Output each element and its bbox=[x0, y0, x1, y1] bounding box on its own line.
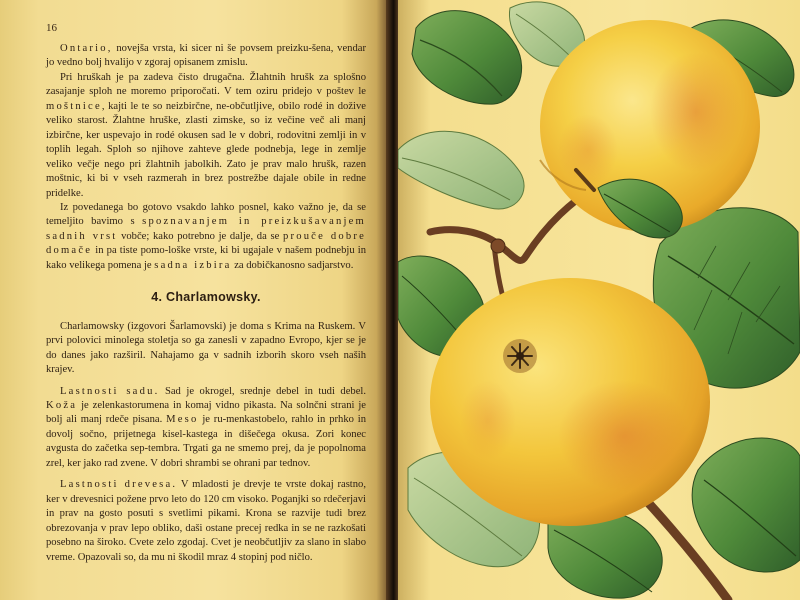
leaf-top-left bbox=[412, 11, 522, 104]
emphasis-koza: Koža bbox=[46, 399, 78, 411]
emphasis-meso: Meso bbox=[166, 414, 199, 426]
leaf-left-middle bbox=[398, 131, 524, 209]
text-page bbox=[0, 0, 388, 600]
paragraph-tree-properties: Lastnosti drevesa. V mladosti je drevje te vrste dokaj rastno, ker v drevesnici požene prvo leto do 120 cm visoko. Poganjki so rdečerjavi in prav na gosto posuti s svetlimi pikami. Krona se razvije tudi brez obrezovanja v prav lepo obliko, daši ostane precej redka in se ne razkošati posebno na široko. Cvete zelo zgodaj. Cvet je neobčutljiv za slano in slabo vreme. Opazovali so, da mu ni škodil mraz 4 stopinj pod ničlo. bbox=[46, 479, 366, 563]
emphasis-sadna-izbira: sadna izbira bbox=[154, 259, 232, 271]
apple-calyx bbox=[503, 339, 537, 373]
paragraph-ontario: Ontario, novejša vrsta, ki sicer ni še povsem preizku-šena, vendar jo vedno bolj hvalijo v zgoraj opisanem zmislu. bbox=[46, 43, 366, 69]
paragraph-fruit-properties: Lastnosti sadu. Sad je okrogel, srednje debel in tudi debel. Koža je zelenkastorumena in komaj vidno pikasta. Na solnčni strani je bolj ali manj rdeče pisana. Meso je ru-menkastobelo, rahlo in prhko in dovolj sočno, prijetnega kisel-kastega in dišečega okusa. Zori konec avgusta do začetka sep-tembra. Trgati ga ne smemo prej, da je popolnoma zrel, ker jako rad zvene. V dobri shrambi se ohrani par tednov. bbox=[46, 385, 366, 469]
subheading-tree-properties: Lastnosti drevesa. bbox=[60, 479, 178, 491]
emphasis-spoznavanjem: spoznavanjem in preizkušavanjem sadnih vrst bbox=[46, 216, 366, 242]
paragraph-pears: Pri hruškah je pa zadeva čisto drugačna. Žlahtnih hrušk za splošno zasajanje sploh ne moremo priporočati. V tem oziru pridejo v poštev le moštnice, kajti le te so neizbirčne, ne-občutljive, obilo rodé in dožive veliko starost. Žlahtne hruške, zlasti zimske, so iz večine več ali manj izbirčne, ker uspevajo in rodé okusen sad le v dobri, rodovitni zemlji in v toplih legah. Sploh so njihove zahteve glede podnebja, lege in zemlje veliko večje nego pri žlahtnih jabolkih. Zato je prav malo hrušk, razen moštnic, ki bi v vseh razmerah in brez postrežbe dajale obile in redne pridelke. bbox=[46, 71, 366, 199]
page-number: 16 bbox=[46, 22, 57, 34]
apple-illustration bbox=[398, 0, 800, 600]
emphasis-mostnice: moštnice bbox=[46, 100, 102, 112]
text-body bbox=[46, 42, 366, 565]
variety-name-ontario: Ontario, bbox=[60, 43, 113, 54]
paragraph-origin: Charlamowsky (izgovori Šarlamovski) je doma s Krima na Ruskem. V prvi polovici minolega stoletja so ga zanesli v zapadno Evropo, kjer se je do danes jako razširil. Nahajamo ga v sadnih izborih skoro vseh naših krajev. bbox=[46, 320, 366, 376]
paragraph-conclusion: Iz povedanega bo gotovo vsakdo lahko posnel, kako važno je, da se temeljito bavimo s spoznavanjem in preizkušavanjem sadnih vrst vobče; kako potrebno je dalje, da se prouče dobre domače in pa tiste pomo-loške vrste, ki bi ugajale v našem podnebju in kako velikega pomena je sadna izbira za dobičkanosno sadjarstvo. bbox=[46, 201, 366, 271]
emphasis-domace: prouče dobre domače bbox=[46, 230, 366, 257]
apple-bottom bbox=[430, 278, 710, 526]
illustration-page bbox=[398, 0, 800, 600]
leaf-right-bottom bbox=[692, 438, 800, 572]
section-heading: 4. Charlamowsky. bbox=[151, 290, 261, 305]
subheading-fruit-properties: Lastnosti sadu. bbox=[60, 385, 160, 397]
